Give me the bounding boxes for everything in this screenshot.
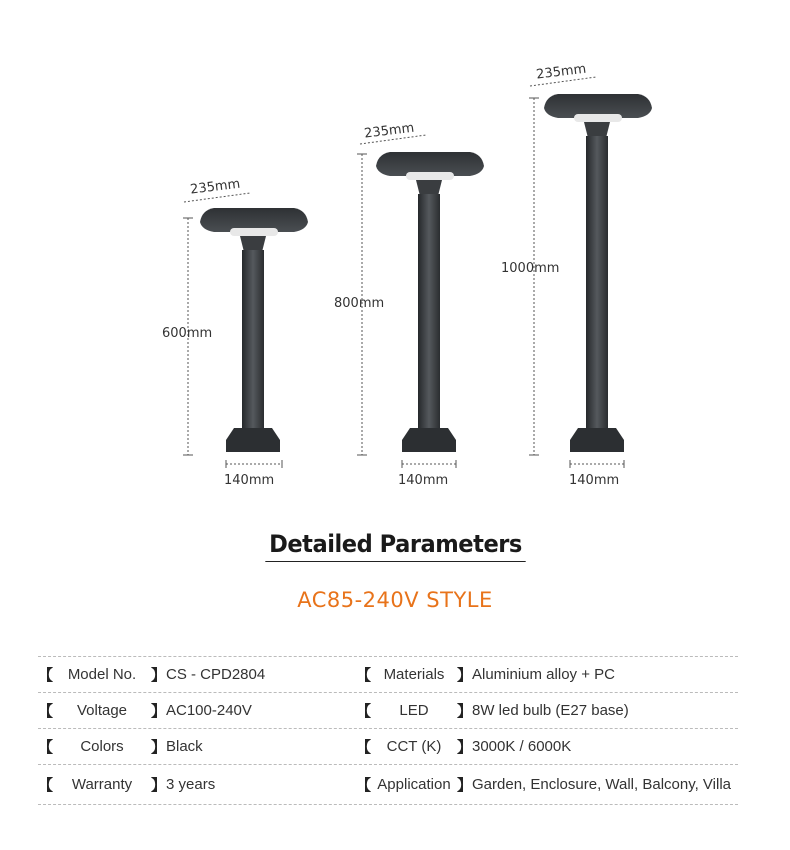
param-row: [38, 656, 738, 692]
param-row: [38, 764, 738, 805]
bracket-close: 】: [150, 739, 166, 756]
param-label: Warranty: [71, 776, 133, 793]
param-value: Garden, Enclosure, Wall, Balcony, Villa: [472, 776, 732, 793]
bracket-close: 】: [456, 667, 472, 684]
lamp-600mm: [200, 208, 308, 452]
width-label-800mm: 235mm: [363, 120, 416, 142]
heading-wrap: [0, 530, 790, 562]
bracket-open: 【: [38, 777, 54, 794]
base-label-600mm: 140mm: [224, 473, 275, 488]
height-label-600mm: 600mm: [162, 326, 213, 341]
bracket-close: 】: [456, 777, 472, 794]
param-label: CCT (K): [386, 738, 442, 755]
width-label-1000mm: 235mm: [535, 61, 588, 83]
param-label: Model No.: [67, 666, 137, 683]
param-value: Black: [166, 738, 203, 755]
param-value: CS - CPD2804: [166, 666, 266, 683]
base-label-1000mm: 140mm: [569, 473, 620, 488]
param-label: Voltage: [76, 702, 128, 719]
lamp-800mm: [376, 152, 484, 452]
bracket-open: 【: [38, 703, 54, 720]
param-label: Materials: [383, 666, 445, 683]
bracket-open: 【: [38, 739, 54, 756]
param-value: 8W led bulb (E27 base): [472, 702, 629, 719]
bracket-close: 】: [150, 777, 166, 794]
bracket-open: 【: [356, 703, 372, 720]
style-subtitle: AC85-240V STYLE: [297, 588, 493, 612]
parameters-table: [38, 656, 738, 805]
bracket-open: 【: [356, 777, 372, 794]
param-row: [38, 692, 738, 728]
lamp-1000mm: [544, 94, 652, 452]
param-value: AC100-240V: [166, 702, 252, 719]
bracket-close: 】: [456, 703, 472, 720]
param-value: Aluminium alloy + PC: [472, 666, 615, 683]
bracket-open: 【: [356, 667, 372, 684]
param-value: 3 years: [166, 776, 216, 793]
base-label-800mm: 140mm: [398, 473, 449, 488]
bracket-close: 】: [456, 739, 472, 756]
height-label-1000mm: 1000mm: [501, 261, 560, 276]
bracket-close: 】: [150, 667, 166, 684]
height-label-800mm: 800mm: [334, 296, 385, 311]
param-label: Application: [377, 776, 451, 793]
bracket-close: 】: [150, 703, 166, 720]
param-row: [38, 728, 738, 764]
param-label: Colors: [80, 738, 124, 755]
bracket-open: 【: [38, 667, 54, 684]
bracket-open: 【: [356, 739, 372, 756]
width-label-600mm: 235mm: [189, 176, 242, 198]
param-value: 3000K / 6000K: [472, 738, 572, 755]
param-label: LED: [399, 702, 429, 719]
section-title: Detailed Parameters: [265, 530, 525, 562]
